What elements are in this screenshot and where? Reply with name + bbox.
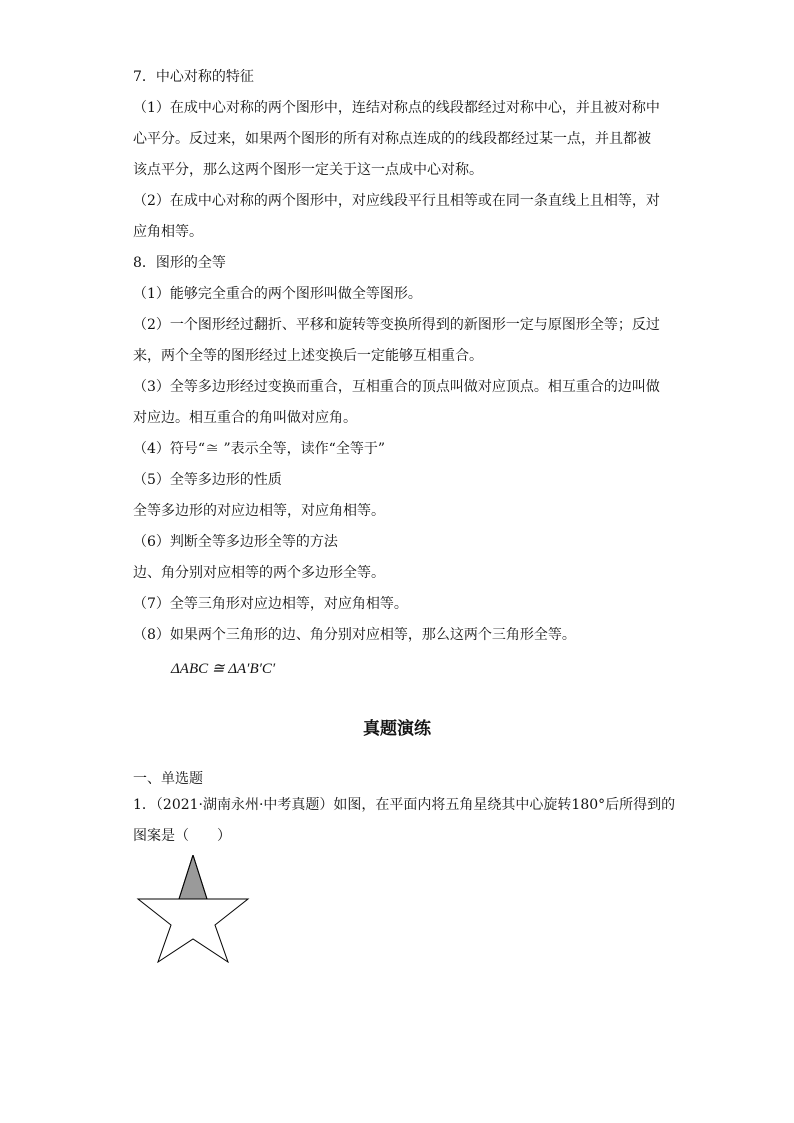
section-8-item-4: （4）符号“≅ ”表示全等，读作“全等于”	[133, 441, 385, 457]
section-7-paragraph-1-line-1: （1）在成中心对称的两个图形中，连结对称点的线段都经过对称中心，并且被对称中	[133, 100, 660, 116]
section-8-item-3-line-2: 对应边。相互重合的角叫做对应角。	[133, 410, 357, 426]
five-pointed-star-figure	[136, 855, 250, 963]
congruence-formula: ΔABC ≅ ΔA′B′C′	[171, 661, 276, 677]
section-8-item-2-line-2: 来，两个全等的图形经过上述变换后一定能够互相重合。	[133, 348, 483, 364]
section-8-item-7: （7）全等三角形对应边相等，对应角相等。	[133, 596, 408, 612]
section-8-item-5-body: 全等多边形的对应边相等，对应角相等。	[133, 503, 385, 519]
section-8-item-3-line-1: （3）全等多边形经过变换而重合，互相重合的顶点叫做对应顶点。相互重合的边叫做	[133, 379, 660, 395]
section-7-paragraph-2-line-2: 应角相等。	[133, 224, 203, 240]
section-8-item-5: （5）全等多边形的性质	[133, 472, 282, 488]
question-1-line-1: 1．（2021·湖南永州·中考真题）如图，在平面内将五角星绕其中心旋转180°后所得到的	[133, 797, 676, 813]
single-choice-section-label: 一、单选题	[133, 771, 203, 787]
section-8-item-6: （6）判断全等多边形全等的方法	[133, 534, 338, 550]
question-1-line-2: 图案是（ ）	[133, 828, 231, 844]
practice-heading: 真题演练	[363, 719, 431, 739]
section-8-item-2-line-1: （2）一个图形经过翻折、平移和旋转等变换所得到的新图形一定与原图形全等；反过	[133, 317, 660, 333]
section-8-item-8: （8）如果两个三角形的边、角分别对应相等，那么这两个三角形全等。	[133, 627, 576, 643]
section-8-item-1: （1）能够完全重合的两个图形叫做全等图形。	[133, 286, 422, 302]
section-7-paragraph-1-line-3: 该点平分，那么这两个图形一定关于这一点成中心对称。	[133, 162, 483, 178]
star-top-point-shaded	[179, 855, 207, 899]
section-7-title: 7．中心对称的特征	[133, 69, 254, 85]
section-7-paragraph-2-line-1: （2）在成中心对称的两个图形中，对应线段平行且相等或在同一条直线上且相等，对	[133, 193, 660, 209]
section-7-paragraph-1-line-2: 心平分。反过来，如果两个图形的所有对称点连成的的线段都经过某一点，并且都被	[133, 131, 651, 147]
section-8-title: 8．图形的全等	[133, 255, 226, 271]
section-8-item-6-body: 边、角分别对应相等的两个多边形全等。	[133, 565, 385, 581]
